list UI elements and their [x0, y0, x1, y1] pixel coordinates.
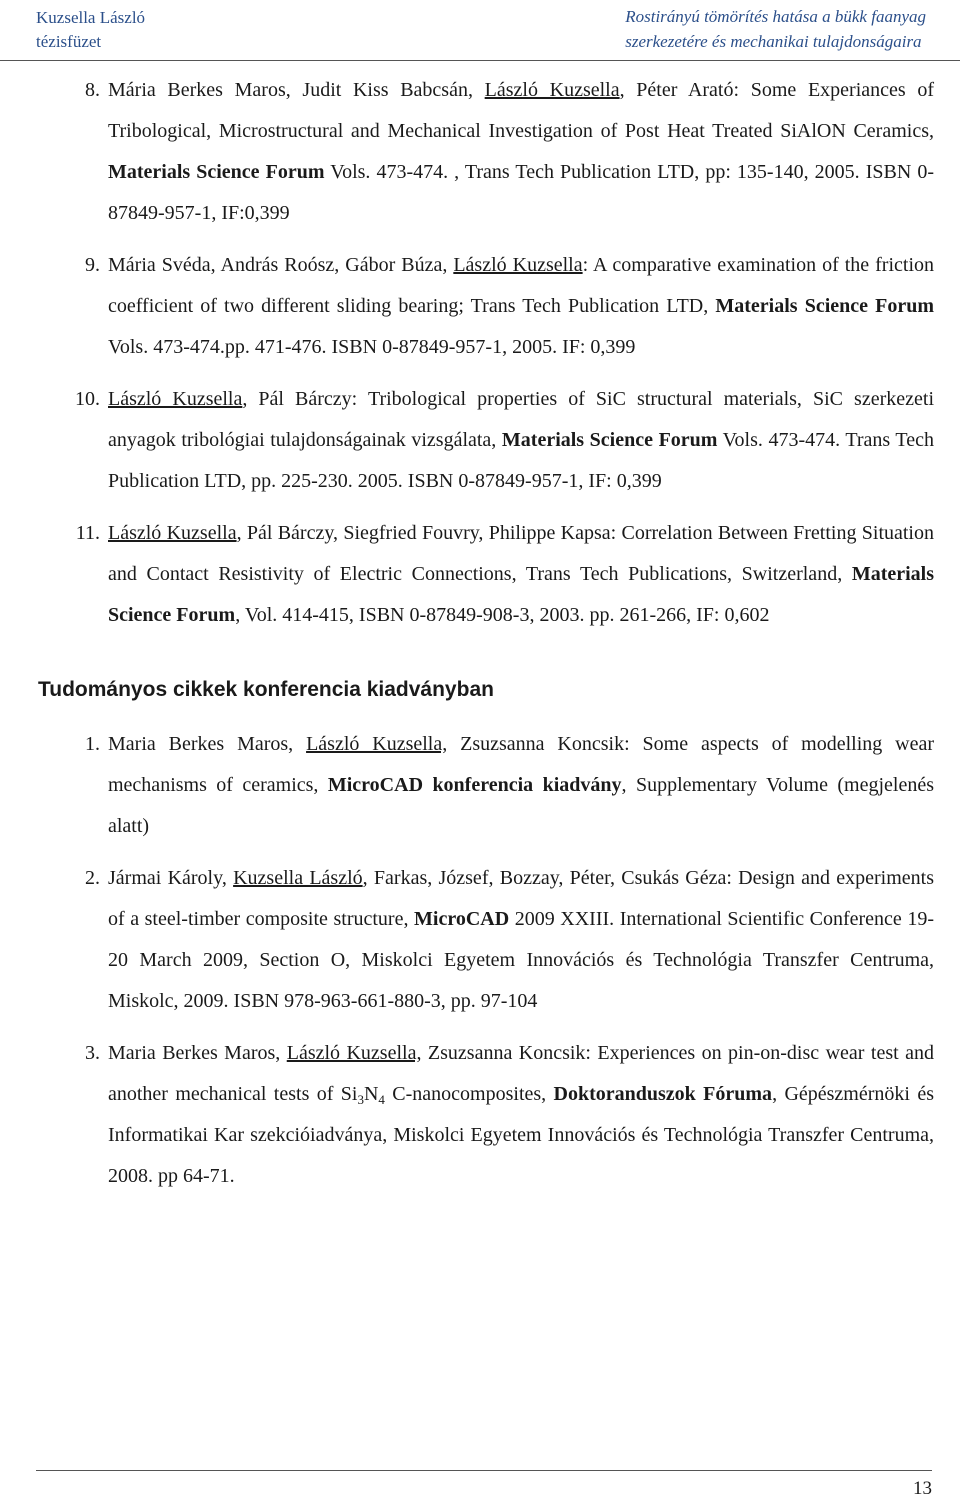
item-authors: Maria Berkes Maros, — [108, 733, 307, 755]
item-authors: Maria Berkes Maros, — [108, 1042, 287, 1064]
formula-part: N — [363, 1083, 379, 1105]
item-title: Zsuzsanna Koncsik: Some aspects of modelling wear mechanisms of ceramics, — [108, 733, 935, 796]
journal-name: Doktoranduszok Fóruma — [553, 1083, 773, 1105]
publication-item — [85, 245, 935, 368]
journal-name: MicroCAD — [414, 908, 510, 930]
journal-name: Materials Science Forum — [108, 563, 934, 626]
page-content — [0, 70, 960, 1208]
author-highlight: László Kuzsella — [484, 79, 620, 101]
publication-item — [85, 724, 935, 847]
footer-divider — [36, 1470, 932, 1471]
item-details: , Gépészmérnöki és Informatikai Kar szekcióiadványa, Miskolci Egyetem Innovációs és Technológia Transzfer Centruma, 2008. pp 64-71. — [108, 1083, 934, 1187]
subscript: 4 — [378, 1092, 385, 1107]
author-highlight: László Kuzsella — [108, 388, 243, 410]
item-number: 3. — [85, 1042, 100, 1064]
item-number: 9. — [85, 254, 100, 276]
item-authors: Mária Berkes Maros, Judit Kiss Babcsán, — [108, 79, 485, 101]
header-doc-type: tézisfüzet — [36, 32, 102, 51]
item-number: 8. — [85, 79, 100, 101]
header-right — [625, 4, 926, 54]
journal-name: Materials Science Forum — [108, 161, 325, 183]
item-title: , Pál Bárczy: Tribological properties of SiC structural materials, SiC szerkezeti anyagok tribológiai tulajdonságainak vizsgálata, — [108, 388, 935, 451]
author-highlight: László Kuzsella — [453, 254, 583, 276]
item-title: , Farkas, József, Bozzay, Péter, Csukás Géza: Design and experiments of a steel-timber composite structure, — [108, 867, 934, 930]
journal-name: MicroCAD konferencia kiadvány — [327, 774, 622, 796]
item-title-cont: C-nanocomposites, — [384, 1083, 554, 1105]
item-details: Vols. 473-474. , Trans Tech Publication LTD, pp: 135-140, 2005. ISBN 0-87849-957-1, IF:0,399 — [108, 161, 935, 224]
page-header — [0, 0, 960, 61]
publication-item — [85, 70, 935, 234]
item-title: Zsuzsanna Koncsik: Experiences on pin-on-disc wear test and another mechanical tests of Si — [108, 1042, 934, 1105]
author-highlight: László Kuzsella, — [286, 1042, 422, 1064]
journal-name: Materials Science Forum — [501, 429, 718, 451]
item-number: 10. — [75, 388, 100, 410]
author-highlight: Kuzsella László — [233, 867, 363, 889]
item-authors: Jármai Károly, — [108, 867, 234, 889]
item-title: , Pál Bárczy, Siegfried Fouvry, Philippe Kapsa: Correlation Between Fretting Situation and Contact Resistivity of Electric Connections, Trans Tech Publications, Switzerland, — [108, 522, 934, 585]
journal-name: Materials Science Forum — [715, 295, 935, 317]
header-title-line2: szerkezetére és mechanikai tulajdonságaira — [625, 32, 922, 51]
item-authors: Mária Svéda, András Roósz, Gábor Búza, — [108, 254, 454, 276]
item-details: 2009 XXIII. International Scientific Conference 19-20 March 2009, Section O, Miskolci Egyetem Innovációs és Technológia Transzfer Centruma, Miskolc, 2009. ISBN 978-963-661-880-3, pp. 97-104 — [108, 908, 935, 1012]
publication-item — [75, 513, 934, 636]
item-details: Vols. 473-474. Trans Tech Publication LTD, pp. 225-230. 2005. ISBN 0-87849-957-1, IF: 0,399 — [108, 429, 934, 492]
item-title: : A comparative examination of the friction coefficient of two different sliding bearing; Trans Tech Publication LTD, — [108, 254, 935, 317]
item-details: , Supplementary Volume (megjelenés alatt) — [108, 774, 934, 837]
author-highlight: László Kuzsella — [108, 522, 237, 544]
section-heading: Tudományos cikkek konferencia kiadványban — [38, 678, 494, 701]
publication-item — [85, 858, 935, 1022]
item-number: 2. — [85, 867, 100, 889]
item-number: 11. — [75, 522, 100, 544]
item-details: , Vol. 414-415, ISBN 0-87849-908-3, 2003. pp. 261-266, IF: 0,602 — [235, 604, 770, 626]
header-author: Kuzsella László — [36, 8, 146, 27]
item-title: , Péter Arató: Some Experiances of Tribological, Microstructural and Mechanical Investigation of Post Heat Treated SiAlON Ceramics, — [108, 79, 934, 142]
header-title-line1: Rostirányú tömörítés hatása a bükk faanyag — [625, 7, 926, 26]
item-details: Vols. 473-474.pp. 471-476. ISBN 0-87849-957-1, 2005. IF: 0,399 — [108, 336, 636, 358]
publication-item — [85, 1033, 934, 1197]
header-left — [36, 6, 145, 54]
item-number: 1. — [85, 733, 100, 755]
author-highlight: László Kuzsella, — [306, 733, 448, 755]
subscript: 3 — [357, 1092, 364, 1107]
page-number: 13 — [913, 1478, 932, 1499]
publication-item — [75, 379, 935, 502]
